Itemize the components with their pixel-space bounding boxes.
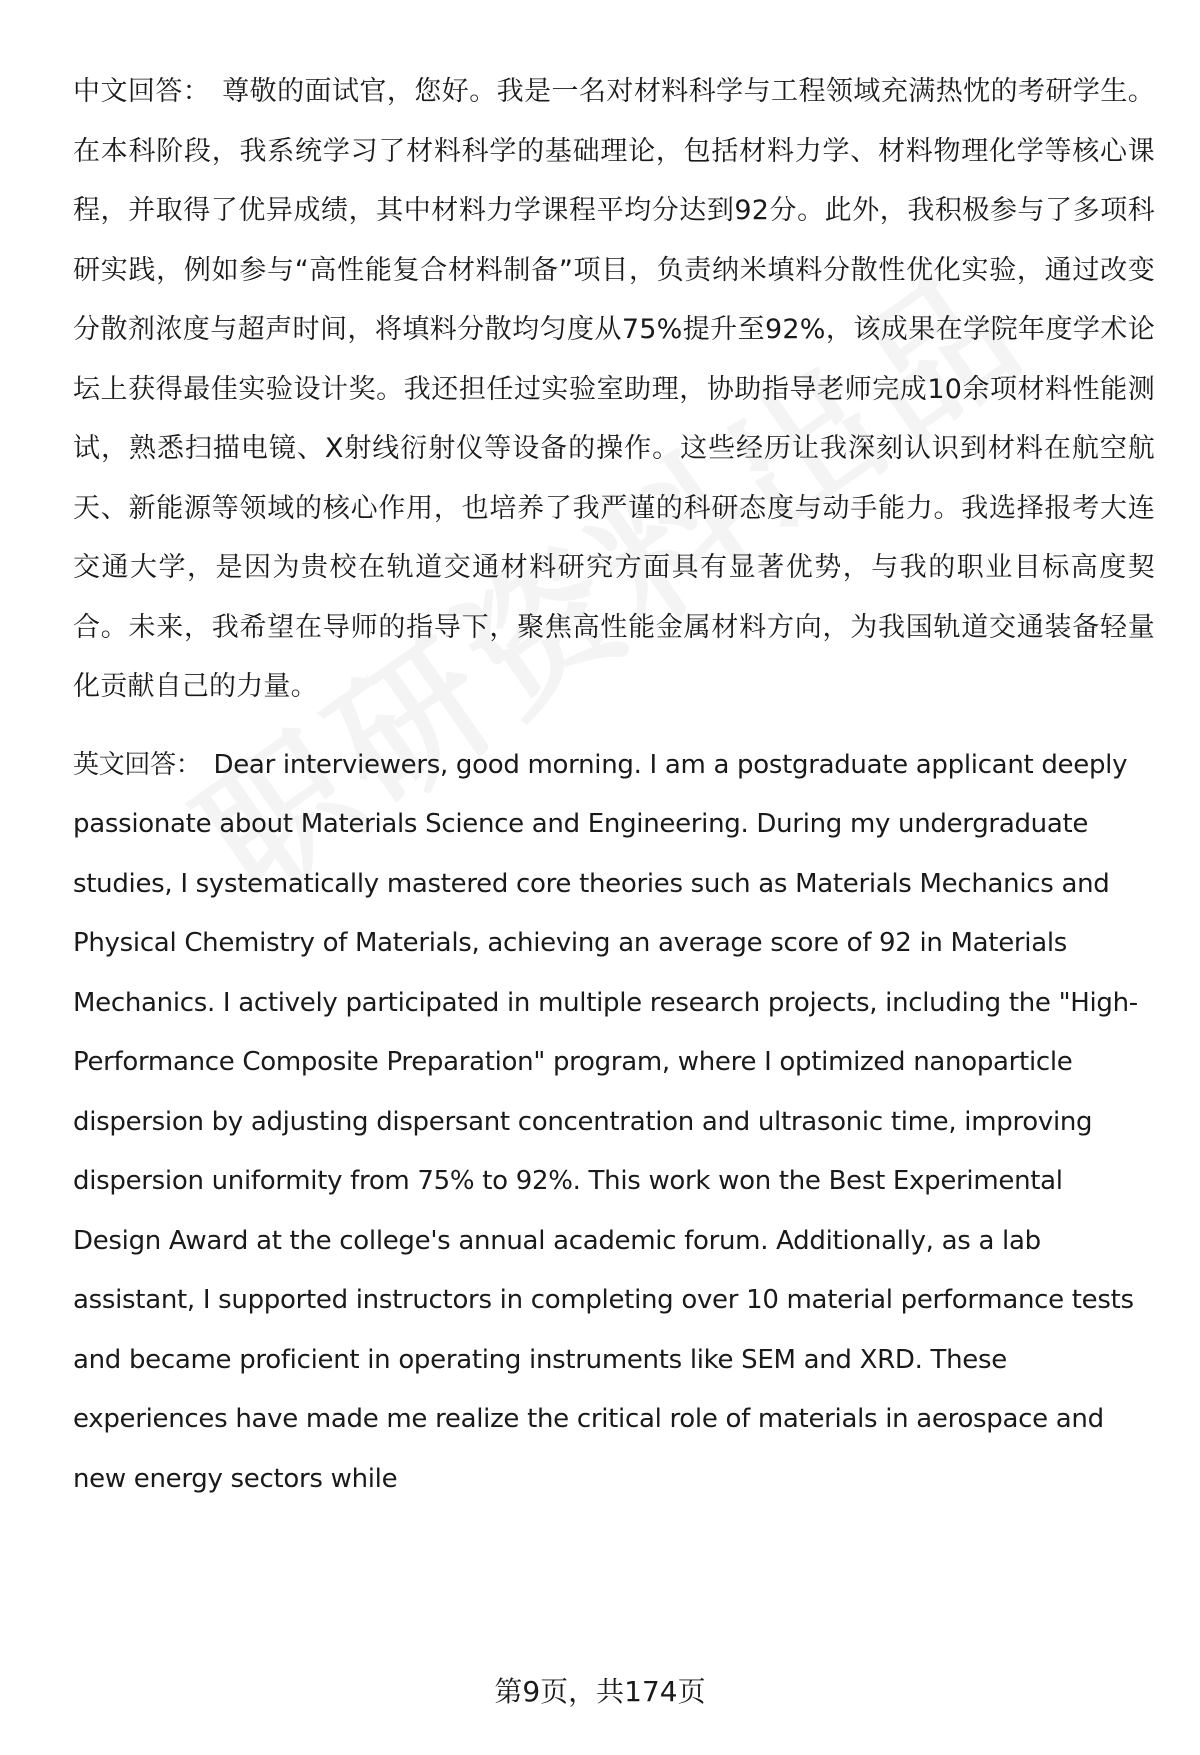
chinese-answer-label: 中文回答： <box>73 76 211 107</box>
chinese-answer-paragraph <box>73 62 1155 717</box>
english-answer-paragraph <box>73 736 1155 1510</box>
english-answer-label: 英文回答： <box>73 749 202 780</box>
english-answer-text: Dear interviewers, good morning. I am a postgraduate applicant deeply passionate about Materials Science and Engineering. During my undergraduate studies, I systematically mastered core theories such as Materials Mechanics and Physical Chemistry of Materials, achieving an average score of 92 in Materials Mechanics. I actively participated in multiple research projects, including the "High-Performance Composite Preparation" program, where I optimized nanoparticle dispersion by adjusting dispersant concentration and ultrasonic time, improving dispersion uniformity from 75% to 92%. This work won the Best Experimental Design Award at the college's annual academic forum. Additionally, as a lab assistant, I supported instructors in completing over 10 material performance tests and became proficient in operating instruments like SEM and XRD. These experiences have made me realize the critical role of materials in aerospace and new energy sectors while <box>73 749 1138 1494</box>
chinese-answer-text: 尊敬的面试官，您好。我是一名对材料科学与工程领域充满热忱的考研学生。在本科阶段，我系统学习了材料科学的基础理论，包括材料力学、材料物理化学等核心课程，并取得了优异成绩，其中材料力学课程平均分达到92分。此外，我积极参与了多项科研实践，例如参与“高性能复合材料制备”项目，负责纳米填料分散性优化实验，通过改变分散剂浓度与超声时间，将填料分散均匀度从75%提升至92%，该成果在学院年度学术论坛上获得最佳实验设计奖。我还担任过实验室助理，协助指导老师完成10余项材料性能测试，熟悉扫描电镜、X射线衍射仪等设备的操作。这些经历让我深刻认识到材料在航空航天、新能源等领域的核心作用，也培养了我严谨的科研态度与动手能力。我选择报考大连交通大学，是因为贵校在轨道交通材料研究方面具有显著优势，与我的职业目标高度契合。未来，我希望在导师的指导下，聚焦高性能金属材料方向，为我国轨道交通装备轻量化贡献自己的力量。 <box>73 76 1155 702</box>
page-number: 第9页，共174页 <box>494 1675 706 1708</box>
document-body <box>73 62 1155 1509</box>
